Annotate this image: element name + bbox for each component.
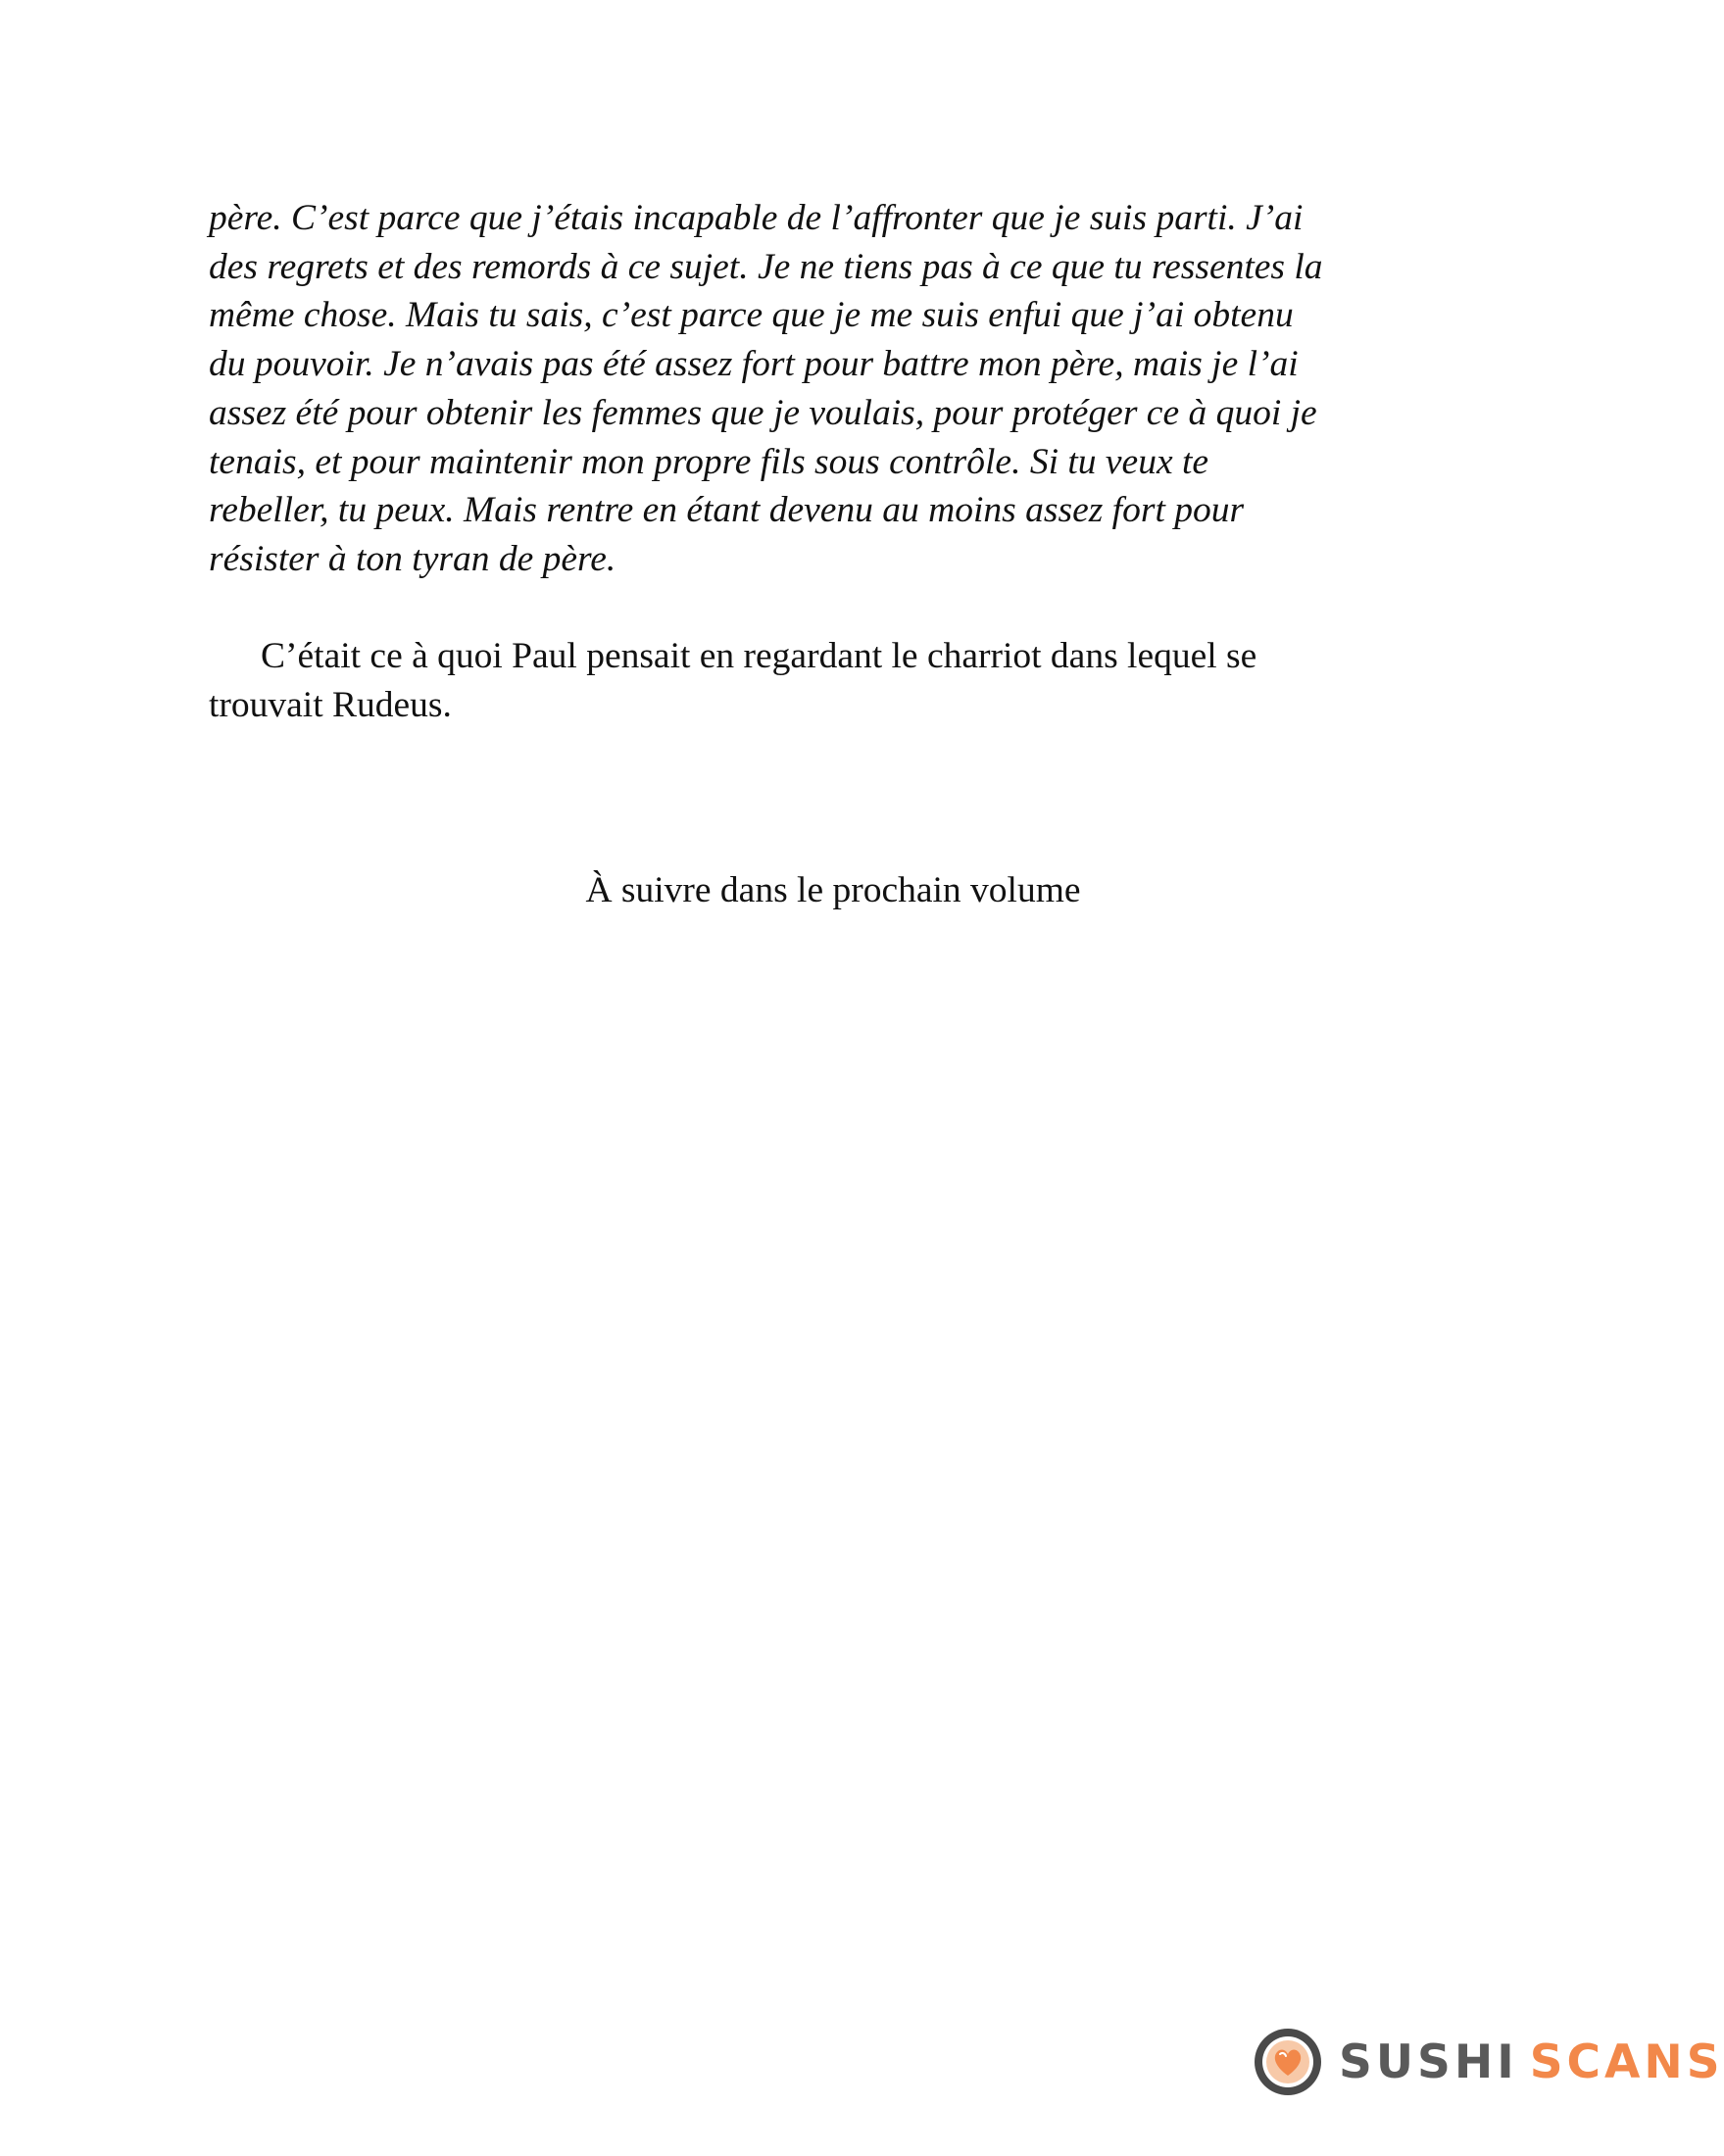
passage-line: rebeller, tu peux. Mais rentre en étant devenu au moins assez fort pour [209,490,1245,531]
logo-word-sushi: SUSHI [1339,2034,1518,2089]
passage-line: résister à ton tyran de père. [209,538,616,579]
logo-word-scans: SCANS [1529,2034,1724,2089]
narration-line: trouvait Rudeus. [209,684,452,725]
logo-wordmark [1339,2035,1724,2089]
sushi-scans-logo [1253,2023,1724,2101]
sushi-roll-heart-icon [1253,2027,1323,2097]
passage-line: du pouvoir. Je n’avais pas été assez fort pour battre mon père, mais je l’ai [209,344,1299,385]
passage-line: tenais, et pour maintenir mon propre fils sous contrôle. Si tu veux te [209,441,1209,482]
to-be-continued-text: À suivre dans le prochain volume [585,870,1081,910]
italic-passage [209,194,1463,584]
narration-line: C’était ce à quoi Paul pensait en regardant le charriot dans lequel se [261,636,1257,676]
passage-line: père. C’est parce que j’étais incapable de l’affronter que je suis parti. J’ai [209,198,1304,238]
passage-line: des regrets et des remords à ce sujet. Je ne tiens pas à ce que tu ressentes la [209,246,1323,287]
passage-line: même chose. Mais tu sais, c’est parce que je me suis enfui que j’ai obtenu [209,295,1294,336]
narration-paragraph [209,632,1463,729]
passage-line: assez été pour obtenir les femmes que je voulais, pour protéger ce à quoi je [209,392,1317,433]
